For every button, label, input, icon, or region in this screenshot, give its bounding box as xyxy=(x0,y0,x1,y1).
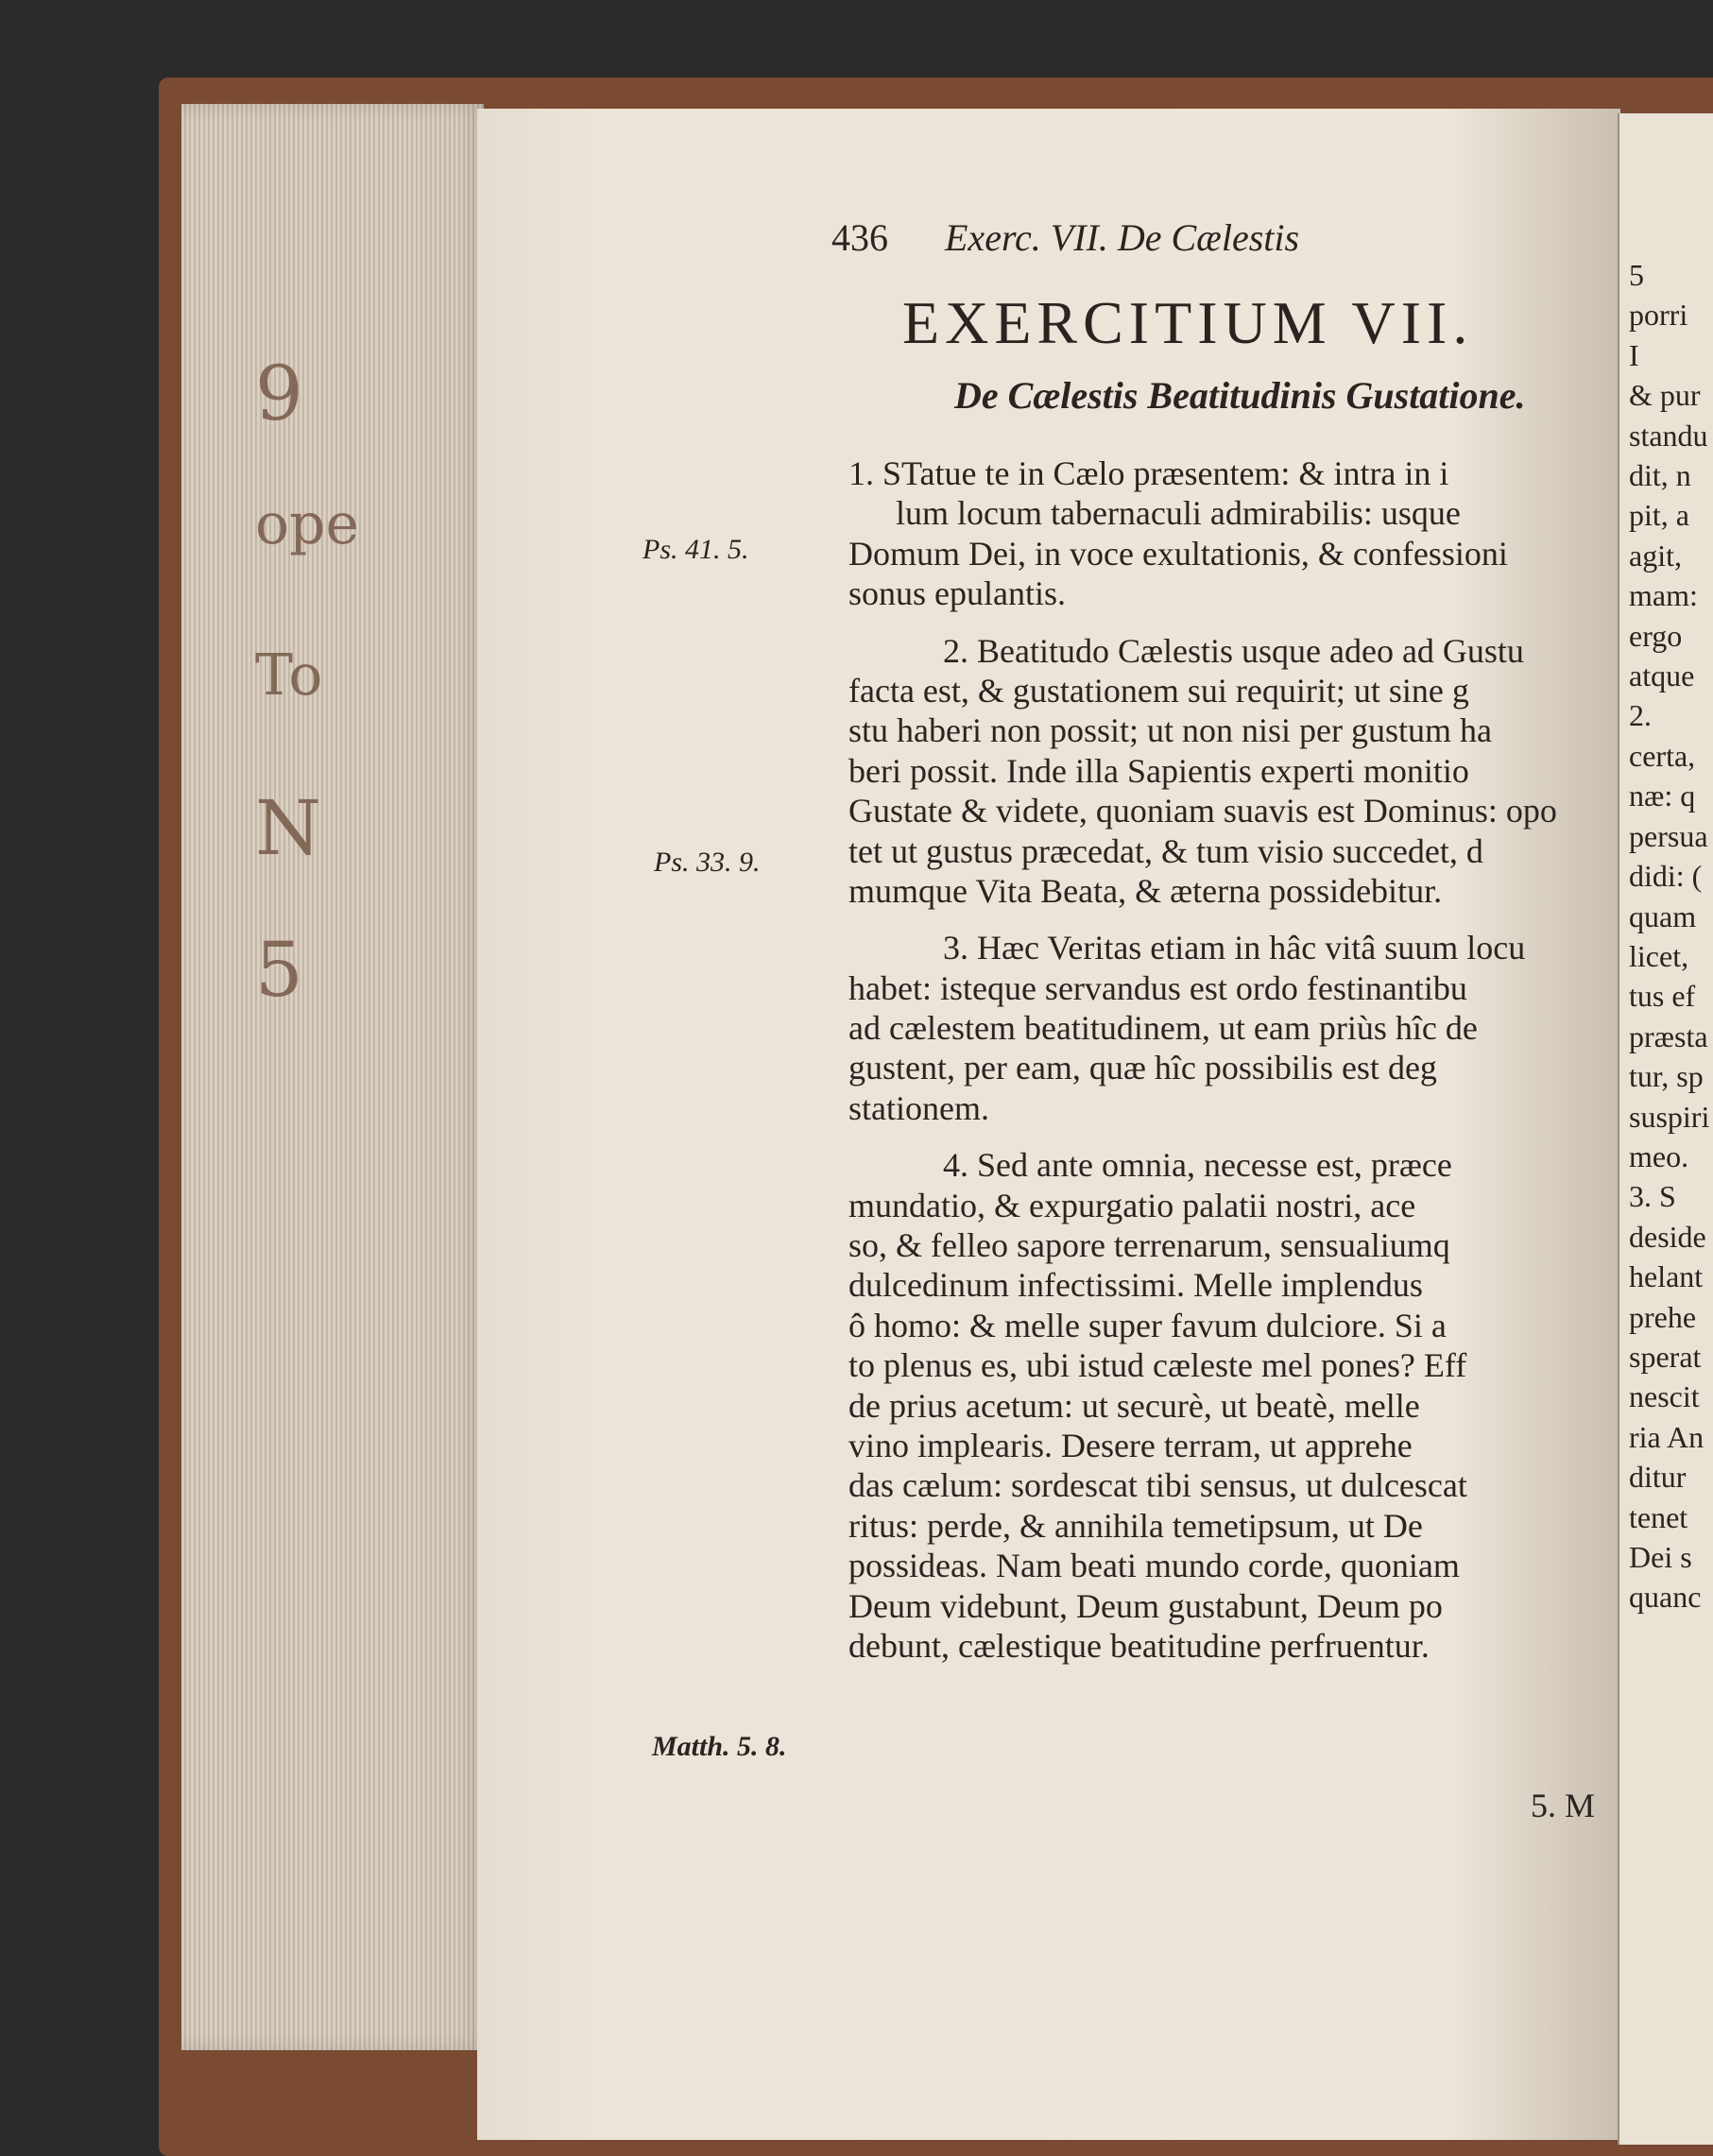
paragraph-gap xyxy=(848,614,1604,631)
page-edges xyxy=(181,104,484,2050)
spine-mark: N xyxy=(255,784,321,872)
spine-mark: ope xyxy=(255,491,360,557)
right-page-line: sperat xyxy=(1629,1339,1702,1374)
right-page-line: tur, sp xyxy=(1629,1059,1704,1094)
right-page-line: agit, xyxy=(1629,538,1682,573)
text-line: ad cælestem beatitudinem, ut eam priùs hîc de xyxy=(848,1009,1478,1048)
text-line: de prius acetum: ut securè, ut beatè, melle xyxy=(848,1386,1420,1425)
text-line: sonus epulantis. xyxy=(848,574,1066,613)
right-page-line: Dei s xyxy=(1629,1540,1692,1574)
right-page-line: persua xyxy=(1629,818,1708,853)
right-page xyxy=(1618,113,1713,2145)
text-line: debunt, cælestique beatitudine perfruentur. xyxy=(848,1626,1430,1665)
right-page-line: ria An xyxy=(1629,1419,1704,1454)
right-page-line: porri xyxy=(1629,298,1688,333)
right-page-line: 3. S xyxy=(1629,1179,1676,1214)
text-line: possideas. Nam beati mundo corde, quoniam xyxy=(848,1547,1460,1585)
right-page-line: meo. xyxy=(1629,1138,1689,1173)
text-line: 4. Sed ante omnia, necesse est, præce xyxy=(943,1146,1452,1185)
right-page-line: atque xyxy=(1629,659,1695,693)
right-page-line: & pur xyxy=(1629,378,1701,413)
text-body xyxy=(848,453,1604,1666)
text-line: das cælum: sordescat tibi sensus, ut dulcescat xyxy=(848,1466,1467,1505)
chapter-subtitle: De Cælestis Beatitudinis Gustatione. xyxy=(954,374,1526,417)
right-page-line: mam: xyxy=(1629,578,1698,613)
right-page-line: licet, xyxy=(1629,938,1689,973)
text-line: 3. Hæc Veritas etiam in hâc vitâ suum locu xyxy=(943,929,1526,967)
margin-note: Ps. 33. 9. xyxy=(654,847,761,878)
right-page-line: 5 xyxy=(1629,258,1644,292)
text-line: habet: isteque servandus est ordo festinantibu xyxy=(848,968,1467,1007)
right-page-line: tus ef xyxy=(1629,979,1696,1014)
text-line: ritus: perde, & annihila temetipsum, ut De xyxy=(848,1506,1423,1545)
text-line: 1. STatue te in Cælo præsentem: & intra in i xyxy=(848,454,1449,492)
running-header xyxy=(831,215,1299,260)
right-page-line: dit, n xyxy=(1629,458,1691,493)
text-line: stu haberi non possit; ut non nisi per gustum ha xyxy=(848,711,1492,750)
text-line: so, & felleo sapore terrenarum, sensualiumq xyxy=(848,1226,1450,1265)
text-line: gustent, per eam, quæ hîc possibilis est deg xyxy=(848,1049,1437,1087)
right-page-line: deside xyxy=(1629,1219,1706,1254)
catchword: 5. M xyxy=(1531,1787,1596,1824)
page-number: 436 xyxy=(831,216,888,259)
right-page-line: ergo xyxy=(1629,618,1683,653)
margin-note: Ps. 41. 5. xyxy=(642,534,749,565)
right-page-line: præsta xyxy=(1629,1018,1708,1053)
right-page-line: 2. xyxy=(1629,698,1652,733)
right-page-line: didi: ( xyxy=(1629,859,1703,894)
spine-mark: 9 xyxy=(255,350,303,437)
right-page-line: suspiri xyxy=(1629,1099,1710,1134)
text-line: stationem. xyxy=(848,1088,989,1127)
spine-mark: 5 xyxy=(255,926,303,1014)
text-line: Deum videbunt, Deum gustabunt, Deum po xyxy=(848,1586,1443,1625)
text-line: lum locum tabernaculi admirabilis: usque xyxy=(896,494,1461,533)
paragraph-gap xyxy=(848,1128,1604,1145)
text-line: vino implearis. Desere terram, ut apprehe xyxy=(848,1426,1413,1464)
right-page-line: prehe xyxy=(1629,1299,1697,1334)
paragraph-gap xyxy=(848,911,1604,928)
text-line: ô homo: & melle super favum dulciore. Si a xyxy=(848,1306,1447,1344)
margin-note: Matth. 5. 8. xyxy=(652,1731,787,1762)
text-line: 2. Beatitudo Cælestis usque adeo ad Gustu xyxy=(943,631,1524,670)
right-page-line: ditur xyxy=(1629,1460,1687,1495)
right-page-line: næ: q xyxy=(1629,779,1696,813)
text-line: dulcedinum infectissimi. Melle implendus xyxy=(848,1266,1423,1305)
text-line: Gustate & videte, quoniam suavis est Dominus: opo xyxy=(848,792,1557,830)
right-page-line: quanc xyxy=(1629,1580,1702,1615)
text-line: facta est, & gustationem sui requirit; ut sine g xyxy=(848,671,1469,710)
text-line: mundatio, & expurgatio palatii nostri, ace xyxy=(848,1186,1416,1224)
chapter-title: EXERCITIUM VII. xyxy=(902,289,1474,356)
text-line: beri possit. Inde illa Sapientis experti monitio xyxy=(848,751,1469,790)
spine-mark: To xyxy=(255,642,323,709)
right-page-line: quam xyxy=(1629,898,1697,933)
right-page-line: I xyxy=(1629,337,1639,372)
text-line: Domum Dei, in voce exultationis, & confessioni xyxy=(848,534,1508,573)
right-page-line: helant xyxy=(1629,1259,1704,1294)
running-title: Exerc. VII. De Cælestis xyxy=(945,216,1300,259)
right-page-line: standu xyxy=(1629,418,1708,453)
text-line: to plenus es, ubi istud cæleste mel pones? Eff xyxy=(848,1346,1467,1385)
text-line: tet ut gustus præcedat, & tum visio succedet, d xyxy=(848,831,1483,870)
text-line: mumque Vita Beata, & æterna possidebitur. xyxy=(848,871,1443,910)
right-page-line: nescit xyxy=(1629,1379,1700,1414)
right-page-line: certa, xyxy=(1629,738,1696,773)
right-page-line: pit, a xyxy=(1629,498,1689,533)
right-page-line: tenet xyxy=(1629,1499,1688,1534)
